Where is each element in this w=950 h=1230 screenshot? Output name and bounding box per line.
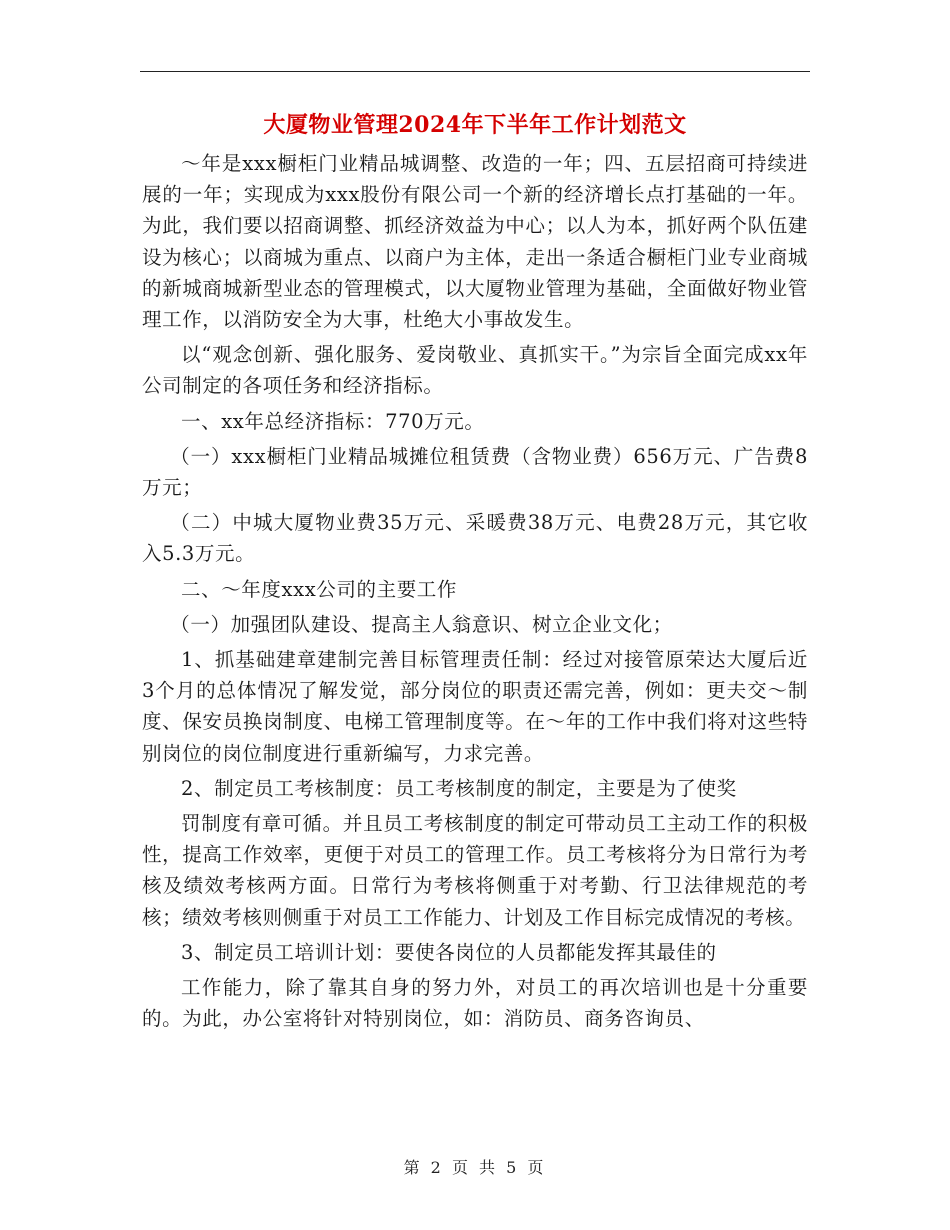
paragraph: 罚制度有章可循。并且员工考核制度的制定可带动员工主动工作的积极性，提高工作效率，更便于对员工的管理工作。员工考核将分为日常行为考核及绩效考核两方面。日常行为考核将侧重于对考勤、行卫法律规范的考核；绩效考核则侧重于对员工工作能力、计划及工作目标完成情况的考核。 — [142, 812, 808, 929]
document-body — [142, 148, 808, 1034]
paragraph: 二、～年度xxx公司的主要工作 — [181, 577, 457, 601]
paragraph: 工作能力，除了靠其自身的努力外，对员工的再次培训也是十分重要的。为此，办公室将针对特别岗位，如：消防员、商务咨询员、 — [142, 976, 808, 1031]
page-indicator: 第 2 页 共 5 页 — [403, 1158, 547, 1177]
document-title: 大厦物业管理2024年下半年工作计划范文 — [263, 112, 687, 138]
paragraph: （二）中城大厦物业费35万元、采暖费38万元、电费28万元，其它收入5.3万元。 — [142, 511, 808, 566]
header-rule — [140, 71, 810, 72]
paragraph: （一）xxx橱柜门业精品城摊位租赁费（含物业费）656万元、广告费8万元； — [142, 444, 808, 500]
paragraph: 1、抓基础建章建制完善目标管理责任制：经过对接管原荣达大厦后近3个月的总体情况了解发觉，部分岗位的职责还需完善，例如：更夫交～制度、保安员换岗制度、电梯工管理制度等。在～年的工作中我们将对这些特别岗位的岗位制度进行重新编写，力求完善。 — [142, 648, 808, 765]
paragraph: （一）加强团队建设、提高主人翁意识、树立企业文化； — [170, 612, 673, 636]
paragraph: 3、制定员工培训计划：要使各岗位的人员都能发挥其最佳的 — [181, 940, 717, 964]
paragraph: 一、xx年总经济指标：770万元。 — [181, 409, 485, 433]
paragraph: 以“观念创新、强化服务、爱岗敬业、真抓实干。”为宗旨全面完成xx年公司制定的各项任务和经济指标。 — [142, 343, 808, 398]
paragraph: 2、制定员工考核制度：员工考核制度的制定，主要是为了使奖 — [181, 776, 737, 800]
paragraph: ～年是xxx橱柜门业精品城调整、改造的一年；四、五层招商可持续进展的一年；实现成为xxx股份有限公司一个新的经济增长点打基础的一年。为此，我们要以招商调整、抓经济效益为中心；以人为本，抓好两个队伍建设为核心；以商城为重点、以商户为主体，走出一条适合橱柜门业专业商城的新城商城新型业态的管理模式，以大厦物业管理为基础，全面做好物业管理工作，以消防安全为大事，杜绝大小事故发生。 — [142, 152, 808, 332]
